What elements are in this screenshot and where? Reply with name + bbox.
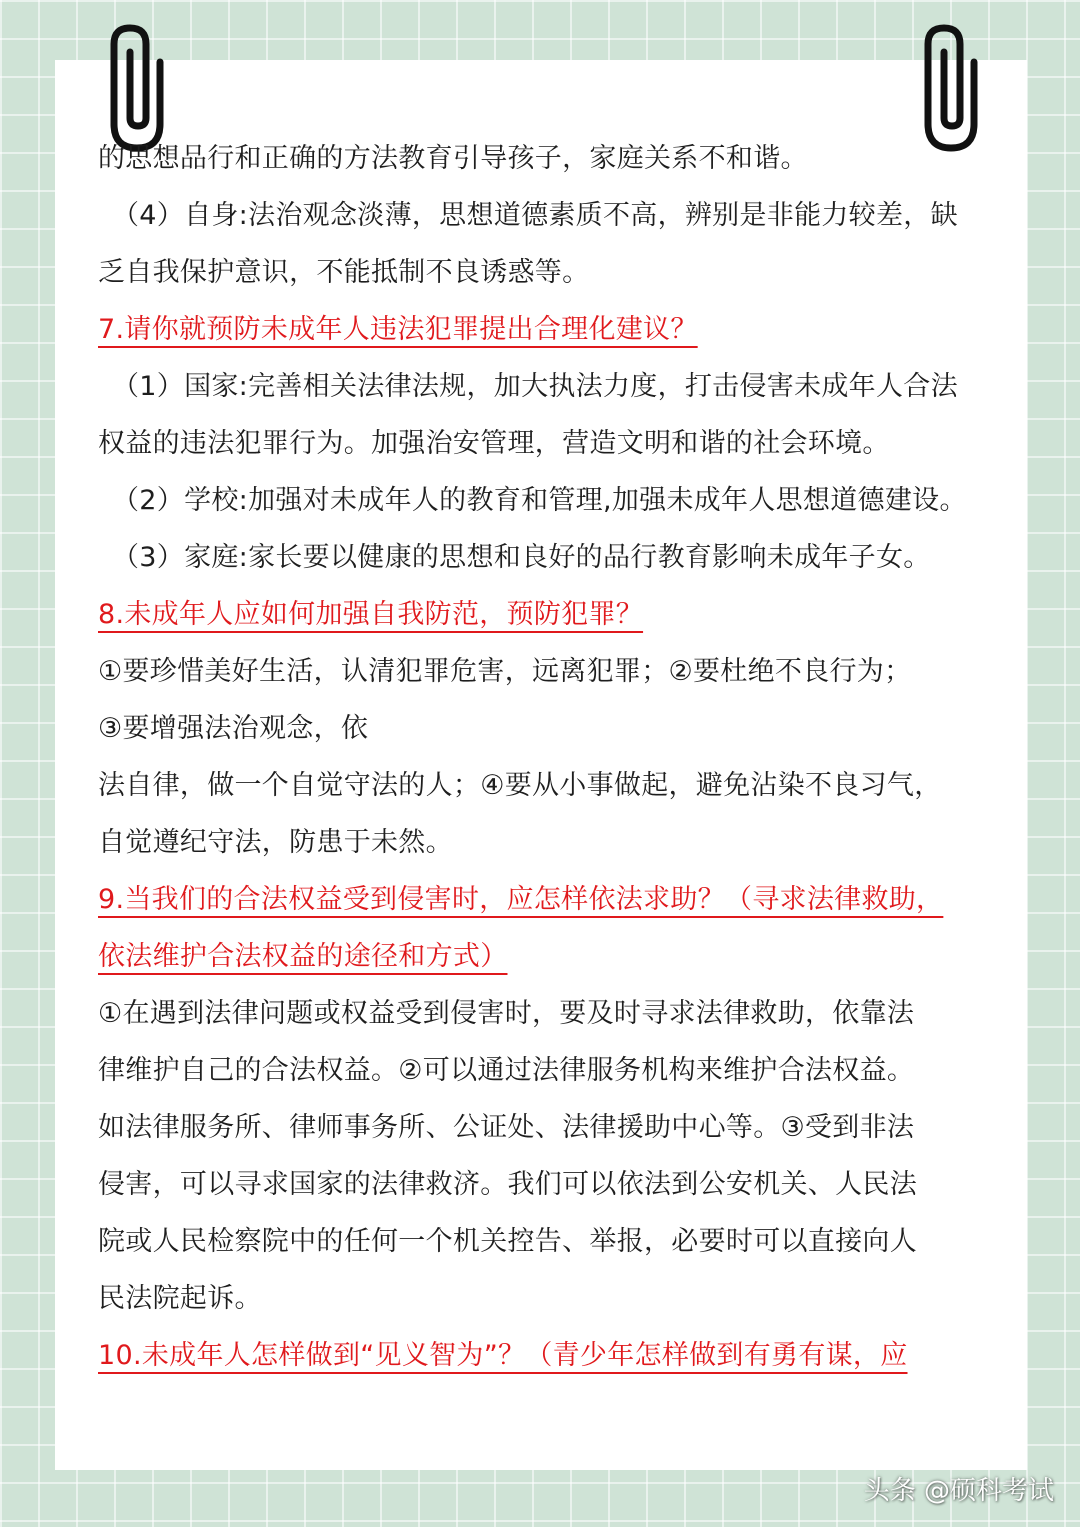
text-line: （4）自身:法治观念淡薄，思想道德素质不高，辨别是非能力较差，缺: [112, 200, 958, 231]
text-line: 民法院起诉。: [98, 1283, 262, 1314]
question-heading: 8.未成年人应如何加强自我防范，预防犯罪？: [98, 599, 644, 630]
text-line: 律维护自己的合法权益。②可以通过法律服务机构来维护合法权益。: [98, 1055, 915, 1086]
question-heading: 10.未成年人怎样做到“见义智为”？（青少年怎样做到有勇有谋，应: [98, 1340, 908, 1371]
text-line: 乏自我保护意识，不能抵制不良诱惑等。: [98, 257, 590, 288]
question-heading: 7.请你就预防未成年人违法犯罪提出合理化建议？: [98, 314, 698, 345]
text-line: （3）家庭:家长要以健康的思想和良好的品行教育影响未成年子女。: [112, 542, 931, 573]
text-line: 的思想品行和正确的方法教育引导孩子，家庭关系不和谐。: [98, 143, 808, 174]
text-line: （2）学校:加强对未成年人的教育和管理,加强未成年人思想道德建设。: [112, 485, 967, 516]
text-line: 侵害，可以寻求国家的法律救济。我们可以依法到公安机关、人民法: [98, 1169, 917, 1200]
text-line: 法自律，做一个自觉守法的人；④要从小事做起，避免沾染不良习气，: [98, 770, 942, 801]
text-line: 自觉遵纪守法，防患于未然。: [98, 827, 453, 858]
text-line: ①要珍惜美好生活，认清犯罪危害，远离犯罪；②要杜绝不良行为；: [98, 656, 912, 687]
text-line: （1）国家:完善相关法律法规，加大执法力度，打击侵害未成年人合法: [112, 371, 958, 402]
watermark: 头条 @硕科考试: [863, 1476, 1054, 1506]
text-line: 院或人民检察院中的任何一个机关控告、举报，必要时可以直接向人: [98, 1226, 917, 1257]
question-heading: 9.当我们的合法权益受到侵害时，应怎样依法求助？（寻求法律救助，: [98, 884, 944, 915]
text-line: 如法律服务所、律师事务所、公证处、法律援助中心等。③受到非法: [98, 1112, 915, 1143]
text-line: ①在遇到法律问题或权益受到侵害时，要及时寻求法律救助，依靠法: [98, 998, 915, 1029]
text-line: ③要增强法治观念，依: [98, 713, 369, 744]
text-line: 权益的违法犯罪行为。加强治安管理，营造文明和谐的社会环境。: [98, 428, 890, 459]
question-heading: 依法维护合法权益的途径和方式）: [98, 941, 508, 972]
document-body: [98, 130, 986, 1384]
